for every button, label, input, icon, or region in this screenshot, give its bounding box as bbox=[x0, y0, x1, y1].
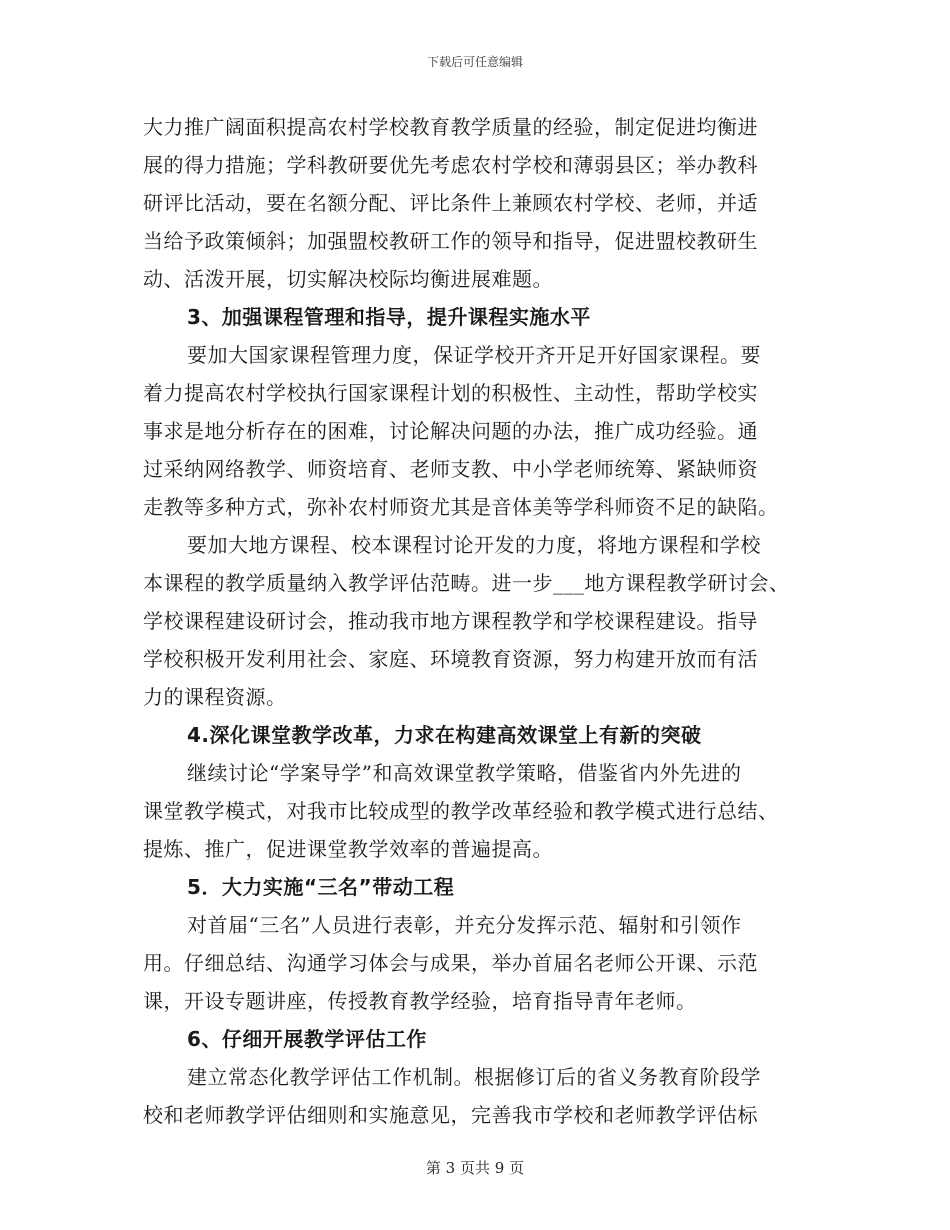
document-body bbox=[143, 108, 833, 1134]
text-line: 研评比活动，要在名额分配、评比条件上兼顾农村学校、老师，并适 bbox=[143, 191, 758, 215]
section-heading: 6、仔细开展教学评估工作 bbox=[187, 1027, 427, 1051]
text-line: 继续讨论“学案导学”和高效课堂教学策略，借鉴省内外先进的 bbox=[187, 761, 742, 785]
text-line: 本课程的教学质量纳入教学评估范畴。进一步___地方课程教学研讨会、 bbox=[143, 571, 790, 595]
text-line: 课，开设专题讲座，传授教育教学经验，培育指导青年老师。 bbox=[143, 989, 697, 1013]
text-line: 过采纳网络教学、师资培育、老师支教、中小学老师统筹、紧缺师资 bbox=[143, 457, 758, 481]
text-line: 提炼、推广，促进课堂教学效率的普遍提高。 bbox=[143, 837, 553, 861]
text-line: 力的课程资源。 bbox=[143, 685, 287, 709]
text-line: 展的得力措施；学科教研要优先考虑农村学校和薄弱县区；举办教科 bbox=[143, 153, 758, 177]
text-line: 校和老师教学评估细则和实施意见，完善我市学校和老师教学评估标 bbox=[143, 1103, 758, 1127]
page-header: 下载后可任意编辑 bbox=[426, 55, 523, 69]
page-footer: 第 3 页共 9 页 bbox=[425, 1159, 525, 1177]
text-line: 动、活泼开展，切实解决校际均衡进展难题。 bbox=[143, 267, 553, 291]
text-line: 着力提高农村学校执行国家课程计划的积极性、主动性，帮助学校实 bbox=[143, 381, 758, 405]
text-line: 学校积极开发利用社会、家庭、环境教育资源，努力构建开放而有活 bbox=[143, 647, 758, 671]
text-line: 走教等多种方式，弥补农村师资尤其是音体美等学科师资不足的缺陷。 bbox=[143, 495, 779, 519]
text-line: 用。仔细总结、沟通学习体会与成果，举办首届名老师公开课、示范 bbox=[143, 951, 758, 975]
text-line: 对首届“三名”人员进行表彰，并充分发挥示范、辐射和引领作 bbox=[187, 913, 742, 937]
text-line: 课堂教学模式，对我市比较成型的教学改革经验和教学模式进行总结、 bbox=[143, 799, 779, 823]
text-line: 要加大国家课程管理力度，保证学校开齐开足开好国家课程。要 bbox=[187, 343, 761, 367]
text-line: 学校课程建设研讨会，推动我市地方课程教学和学校课程建设。指导 bbox=[143, 609, 758, 633]
text-line: 建立常态化教学评估工作机制。根据修订后的省义务教育阶段学 bbox=[187, 1065, 761, 1089]
section-heading: 5．大力实施“三名”带动工程 bbox=[187, 875, 455, 899]
text-line: 事求是地分析存在的困难，讨论解决问题的办法，推广成功经验。通 bbox=[143, 419, 758, 443]
text-line: 大力推广阔面积提高农村学校教育教学质量的经验，制定促进均衡进 bbox=[143, 115, 758, 139]
text-line: 当给予政策倾斜；加强盟校教研工作的领导和指导，促进盟校教研生 bbox=[143, 229, 758, 253]
text-line: 要加大地方课程、校本课程讨论开发的力度，将地方课程和学校 bbox=[187, 533, 761, 557]
section-heading: 4.深化课堂教学改革，力求在构建高效课堂上有新的突破 bbox=[187, 723, 702, 747]
section-heading: 3、加强课程管理和指导，提升课程实施水平 bbox=[187, 305, 591, 329]
